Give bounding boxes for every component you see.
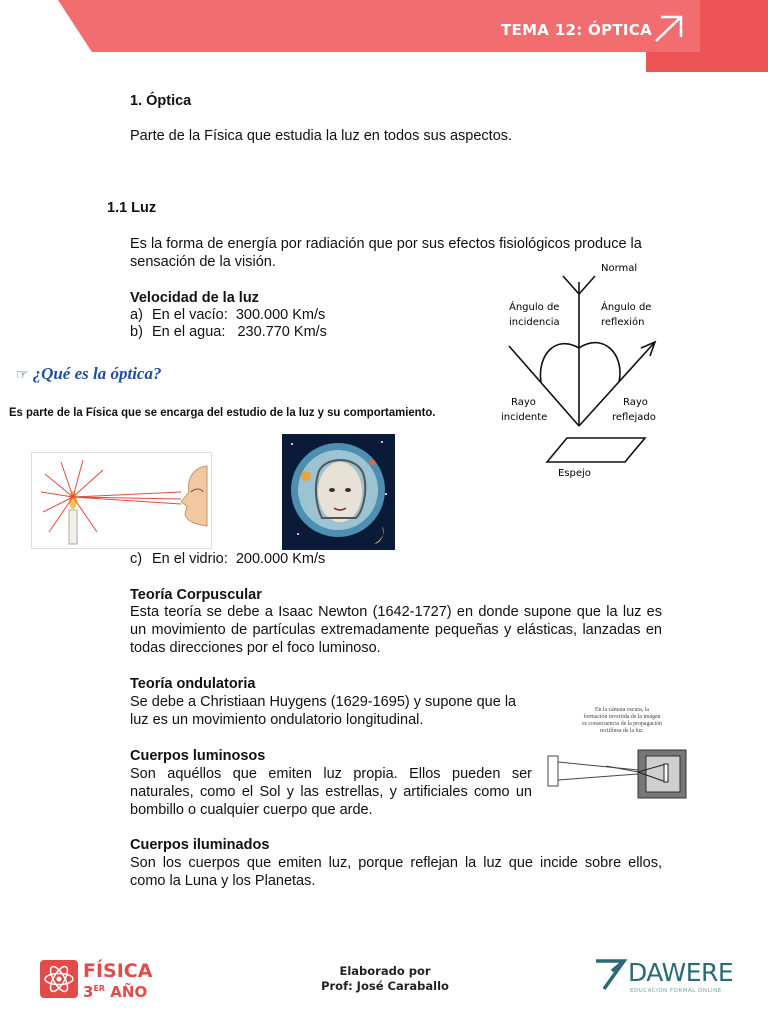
corpuscular-text: Esta teoría se debe a Isaac Newton (1642-1727) en donde supone que la luz es un movimiento de partículas extremadamente pequeñas y elásticas, lanzadas en todas direcciones por el foco luminoso. bbox=[130, 604, 662, 656]
velocidad-item-c bbox=[130, 550, 325, 568]
camera-caption-line: es consecuencia de la propagación bbox=[582, 721, 662, 727]
newton-portrait-image bbox=[282, 434, 395, 550]
diagram-label-rayo-ref-2: reflejado bbox=[612, 412, 656, 423]
item-text: En el vacío: 300.000 Km/s bbox=[152, 307, 326, 323]
footer-author-line1: Elaborado por bbox=[339, 964, 431, 978]
footer-brand: DAWERE bbox=[628, 958, 734, 987]
item-text: En el vidrio: 200.000 Km/s bbox=[152, 551, 326, 567]
camera-caption-line: rectilínea de la luz. bbox=[599, 728, 645, 734]
diagram-label-reflexion-1: Ángulo de bbox=[601, 302, 652, 313]
que-es-subtitle: Es parte de la Física que se encarga del estudio de la luz y su comportamiento. bbox=[9, 405, 436, 419]
item-label: b) bbox=[130, 324, 143, 340]
pointing-hand-icon: ☞ bbox=[16, 365, 29, 382]
section-heading-luz: 1.1 Luz bbox=[107, 200, 157, 216]
item-label: c) bbox=[130, 551, 143, 567]
velocidad-item-b bbox=[130, 323, 327, 341]
header-banner bbox=[0, 0, 768, 74]
luminosos-heading: Cuerpos luminosos bbox=[130, 748, 266, 764]
candle-eye-illustration bbox=[31, 452, 212, 549]
luminosos-text: Son aquéllos que emiten luz propia. Ellos pueden ser naturales, como el Sol y las estrellas, y artificiales como un bombillo o cualquier cuerpo que arde. bbox=[130, 766, 532, 818]
ondulatoria-heading: Teoría ondulatoria bbox=[130, 676, 256, 692]
diagram-label-incidencia-2: incidencia bbox=[509, 317, 560, 328]
diagram-label-incidencia-1: Ángulo de bbox=[509, 302, 560, 313]
section-text-optica: Parte de la Física que estudia la luz en todos sus aspectos. bbox=[130, 128, 513, 144]
dawere-logo-icon bbox=[594, 958, 628, 992]
atom-icon bbox=[40, 960, 78, 998]
ondulatoria-text: Se debe a Christiaan Huygens (1629-1695) y supone que la luz es un movimiento ondulatorio longitudinal. bbox=[130, 694, 517, 728]
footer-author-line2: Prof: José Caraballo bbox=[321, 979, 449, 993]
diagram-label-reflexion-2: reflexión bbox=[601, 317, 645, 328]
reflection-diagram bbox=[495, 258, 665, 483]
footer-grade-num: 3 bbox=[83, 983, 94, 1001]
section-heading-optica: 1. Óptica bbox=[130, 93, 192, 109]
velocidad-heading: Velocidad de la luz bbox=[130, 290, 259, 306]
velocidad-item-a bbox=[130, 306, 325, 324]
diagram-label-rayo-inc-1: Rayo bbox=[511, 397, 536, 408]
diagram-label-rayo-ref-1: Rayo bbox=[623, 397, 648, 408]
que-es-title: ¿Qué es la óptica? bbox=[32, 364, 162, 383]
diagram-label-normal: Normal bbox=[601, 263, 638, 274]
corpuscular-heading: Teoría Corpuscular bbox=[130, 587, 262, 603]
footer-grade bbox=[83, 983, 147, 1001]
camera-obscura-illustration bbox=[546, 744, 696, 804]
iluminados-text: Son los cuerpos que emiten luz, porque reflejan la luz que incide sobre ellos, como la Luna y los Planetas. bbox=[130, 855, 662, 889]
footer-grade-sup: ER bbox=[93, 984, 106, 993]
diagram-label-espejo: Espejo bbox=[558, 468, 591, 479]
diagram-label-rayo-inc-2: incidente bbox=[501, 412, 548, 423]
footer-subject: FÍSICA bbox=[83, 960, 153, 982]
que-es-title-row bbox=[16, 364, 161, 384]
camera-caption-line: En la cámara oscura, la bbox=[595, 707, 649, 713]
item-text: En el agua: 230.770 Km/s bbox=[152, 324, 327, 340]
item-label: a) bbox=[130, 307, 143, 323]
page-title: TEMA 12: ÓPTICA bbox=[500, 21, 652, 39]
camera-caption bbox=[548, 707, 696, 735]
iluminados-heading: Cuerpos iluminados bbox=[130, 837, 270, 853]
camera-caption-line: formación invertida de la imagen bbox=[583, 714, 661, 720]
footer-author bbox=[300, 964, 470, 994]
footer-brand-sub: EDUCACIÓN FORMAL ONLINE bbox=[630, 988, 722, 994]
footer-grade-word: AÑO bbox=[110, 983, 148, 1001]
arrow-up-right-icon bbox=[652, 14, 686, 44]
section-text-luz: Es la forma de energía por radiación que por sus efectos fisiológicos produce la sensación de la visión. bbox=[130, 236, 642, 270]
